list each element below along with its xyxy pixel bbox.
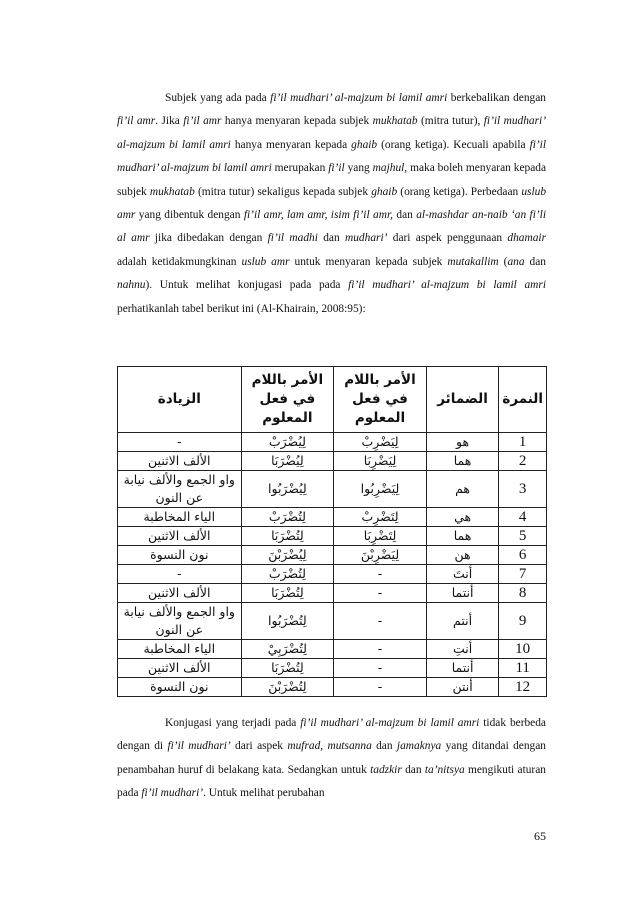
para2-segment: ta’nitsya — [424, 763, 465, 776]
para2-segment: yang ditandai dengan penambahan huruf di belakang kata. Sedangkan untuk — [117, 740, 546, 776]
header-additions: الزيادة — [118, 367, 242, 433]
row-number: 12 — [499, 678, 547, 697]
row-number: 2 — [499, 452, 547, 471]
addition-cell: واو الجمع والألف نيابة عن النون — [118, 471, 242, 508]
para2-segment: dan — [371, 740, 397, 753]
pronoun-cell: أنتِ — [426, 640, 499, 659]
para1-segment: ghaib — [351, 138, 378, 151]
para2-segment: fi’il mudhari’ — [167, 740, 231, 753]
addition-cell: واو الجمع والألف نيابة عن النون — [118, 603, 242, 640]
table-row — [118, 452, 547, 471]
para1-segment: ghaib — [371, 185, 398, 198]
para1-segment: fi’il amr — [117, 115, 156, 128]
table-body — [118, 433, 547, 697]
para1-segment: (mitra tutur) sekaligus kepada subjek — [194, 185, 372, 198]
para1-segment: fi’il mudhari’ al-majzum bi lamil amri — [270, 92, 448, 104]
para2-segment: tadzkir — [370, 763, 402, 776]
para1-segment: maka boleh menyaran kepada subjek — [117, 162, 546, 198]
para2-segment: dari aspek — [230, 740, 288, 753]
active-form-cell: - — [334, 678, 427, 697]
active-form-cell: - — [334, 565, 427, 584]
para1-segment: nahnu — [117, 279, 146, 292]
active-form-cell: لِيَضْرِبَا — [334, 452, 427, 471]
passive-form-cell: لِيُضْرَبْ — [241, 433, 334, 452]
para1-segment: mudhari’ — [345, 232, 388, 245]
passive-form-cell: لِيُضْرَبَا — [241, 452, 334, 471]
para1-segment: (mitra tutur), — [417, 115, 484, 128]
row-number: 10 — [499, 640, 547, 659]
pronoun-cell: أنتما — [426, 584, 499, 603]
addition-cell: الياء المخاطبة — [118, 640, 242, 659]
pronoun-cell: أنتَ — [426, 565, 499, 584]
conjugation-table — [117, 366, 547, 697]
paragraph-conjugation-text — [117, 712, 546, 806]
addition-cell: الألف الاثنين — [118, 527, 242, 546]
para1-segment: majhul, — [372, 162, 408, 175]
passive-form-cell: لِتُضْرَبَا — [241, 527, 334, 546]
addition-cell: نون النسوة — [118, 546, 242, 565]
para1-segment: (orang ketiga). Perbedaan — [397, 185, 522, 198]
para1-segment: fi’il amr — [183, 115, 222, 128]
active-form-cell: لِيَضْرِبُوا — [334, 471, 427, 508]
table-row — [118, 640, 547, 659]
para1-segment: uslub amr — [117, 185, 547, 222]
row-number: 6 — [499, 546, 547, 565]
pronoun-cell: أنتن — [426, 678, 499, 697]
para1-segment: Subjek yang ada pada — [165, 92, 271, 104]
passive-form-cell: لِتُضْرَبْ — [241, 508, 334, 527]
para2-segment: mengikuti aturan pada — [117, 763, 546, 800]
addition-cell: الياء المخاطبة — [118, 508, 242, 527]
page-number: 65 — [534, 829, 546, 843]
header-number: النمرة — [499, 367, 547, 433]
active-form-cell: - — [334, 659, 427, 678]
table-row — [118, 527, 547, 546]
pronoun-cell: هما — [426, 527, 499, 546]
para1-segment: (orang ketiga). Kecuali apabila — [377, 138, 530, 151]
para1-segment: dhamair — [507, 232, 547, 245]
para2-segment: fi’il mudhari’ al-majzum bi lamil amri — [300, 717, 480, 729]
pronoun-cell: أنتم — [426, 603, 499, 640]
row-number: 8 — [499, 584, 547, 603]
para1-segment: al-mashdar an-naib ‘an fi’li al amr — [117, 209, 546, 245]
para1-segment: fi’il — [328, 162, 345, 175]
para1-segment: dan — [524, 255, 546, 268]
addition-cell: الألف الاثنين — [118, 659, 242, 678]
table-row — [118, 584, 547, 603]
addition-cell: نون النسوة — [118, 678, 242, 697]
para1-segment: ana — [507, 255, 525, 268]
para1-segment: dan — [392, 209, 417, 222]
active-form-cell: - — [334, 603, 427, 640]
para1-segment: . Jika — [155, 115, 184, 128]
para1-segment: dan — [317, 232, 346, 245]
para1-segment: jika dibedakan dengan — [149, 232, 268, 245]
para2-segment: dan — [401, 763, 425, 776]
addition-cell: الألف الاثنين — [118, 584, 242, 603]
para1-segment: hanya menyaran kepada — [230, 138, 352, 151]
para1-segment: mukhatab — [149, 185, 195, 198]
active-form-cell: لِتَضْرِبَا — [334, 527, 427, 546]
active-form-cell: لِتَضْرِبْ — [334, 508, 427, 527]
para1-segment: dari aspek penggunaan — [387, 232, 508, 245]
pronoun-cell: هما — [426, 452, 499, 471]
para1-segment: mukhatab — [372, 115, 418, 128]
table-row — [118, 471, 547, 508]
pronoun-cell: هن — [426, 546, 499, 565]
para2-segment: fi’il mudhari’ — [141, 787, 204, 800]
passive-form-cell: لِتُضْرَبْنَ — [241, 678, 334, 697]
para1-segment: fi’il mudhari’ al-majzum bi lamil amri — [348, 279, 546, 292]
para2-segment: tidak berbeda dengan di — [117, 717, 546, 753]
table-row — [118, 508, 547, 527]
table-row — [118, 433, 547, 452]
pronoun-cell: هم — [426, 471, 499, 508]
para1-segment: uslub amr — [241, 255, 290, 268]
para2-segment: . Untuk melihat perubahan — [203, 787, 325, 800]
addition-cell: الألف الاثنين — [118, 452, 242, 471]
para1-segment: fi’il madhi — [267, 232, 318, 245]
passive-form-cell: لِتُضْرَبَا — [241, 659, 334, 678]
row-number: 3 — [499, 471, 547, 508]
row-number: 11 — [499, 659, 547, 678]
table-row — [118, 603, 547, 640]
passive-form-cell: لِيُضْرَبُوا — [241, 471, 334, 508]
para1-segment: adalah ketidakmungkinan — [117, 255, 242, 268]
pronoun-cell: هي — [426, 508, 499, 527]
active-form-cell: - — [334, 640, 427, 659]
table-row — [118, 678, 547, 697]
para1-segment: untuk menyaran kepada subjek — [289, 255, 448, 268]
addition-cell: - — [118, 433, 242, 452]
paragraph-intro-text — [117, 87, 546, 321]
pronoun-cell: هو — [426, 433, 499, 452]
passive-form-cell: لِتُضْرَبِيْ — [241, 640, 334, 659]
row-number: 9 — [499, 603, 547, 640]
passive-form-cell: لِيُضْرَبْنَ — [241, 546, 334, 565]
active-form-cell: لِيَضْرِبْ — [334, 433, 427, 452]
para1-segment: perhatikanlah tabel berikut ini (Al-Khairain, 2008:95): — [117, 302, 366, 315]
passive-form-cell: لِتُضْرَبُوا — [241, 603, 334, 640]
paragraph-conjugation — [117, 712, 546, 806]
table-header-row — [118, 367, 547, 433]
table-row — [118, 659, 547, 678]
para1-segment: fi’il mudhari’ al-majzum bi lamil amri — [117, 115, 547, 151]
pronoun-cell: أنتما — [426, 659, 499, 678]
active-form-cell: لِيَضْرِبْنَ — [334, 546, 427, 565]
para2-segment: mufrad, mutsanna — [287, 740, 372, 753]
para1-segment: yang dibentuk dengan — [135, 209, 244, 222]
addition-cell: - — [118, 565, 242, 584]
header-active-command: الأمر باللام في فعل المعلوم — [334, 367, 427, 433]
para2-segment: Konjugasi yang terjadi pada — [165, 717, 301, 729]
para1-segment: fi’il amr, lam amr, isim fi’il amr, — [243, 209, 393, 222]
table-row — [118, 546, 547, 565]
paragraph-intro — [117, 87, 546, 321]
para1-segment: merupakan — [271, 162, 329, 175]
row-number: 1 — [499, 433, 547, 452]
para1-segment: ). Untuk melihat konjugasi pada pada — [145, 279, 349, 292]
para2-segment: jamaknya — [396, 740, 442, 753]
passive-form-cell: لِتُضْرَبْ — [241, 565, 334, 584]
active-form-cell: - — [334, 584, 427, 603]
para1-segment: hanya menyaran kepada subjek — [221, 115, 373, 128]
para1-segment: mutakallim — [447, 255, 499, 268]
row-number: 7 — [499, 565, 547, 584]
para1-segment: ( — [498, 255, 508, 268]
header-passive-command: الأمر باللام في فعل المعلوم — [241, 367, 334, 433]
table-row — [118, 565, 547, 584]
row-number: 4 — [499, 508, 547, 527]
passive-form-cell: لِتُضْرَبَا — [241, 584, 334, 603]
para1-segment: yang — [344, 162, 373, 175]
para1-segment: fi’il mudhari’ al-majzum bi lamil amri — [117, 138, 547, 175]
row-number: 5 — [499, 527, 547, 546]
header-pronouns: الضمائر — [426, 367, 499, 433]
para1-segment: berkebalikan dengan — [447, 92, 547, 104]
